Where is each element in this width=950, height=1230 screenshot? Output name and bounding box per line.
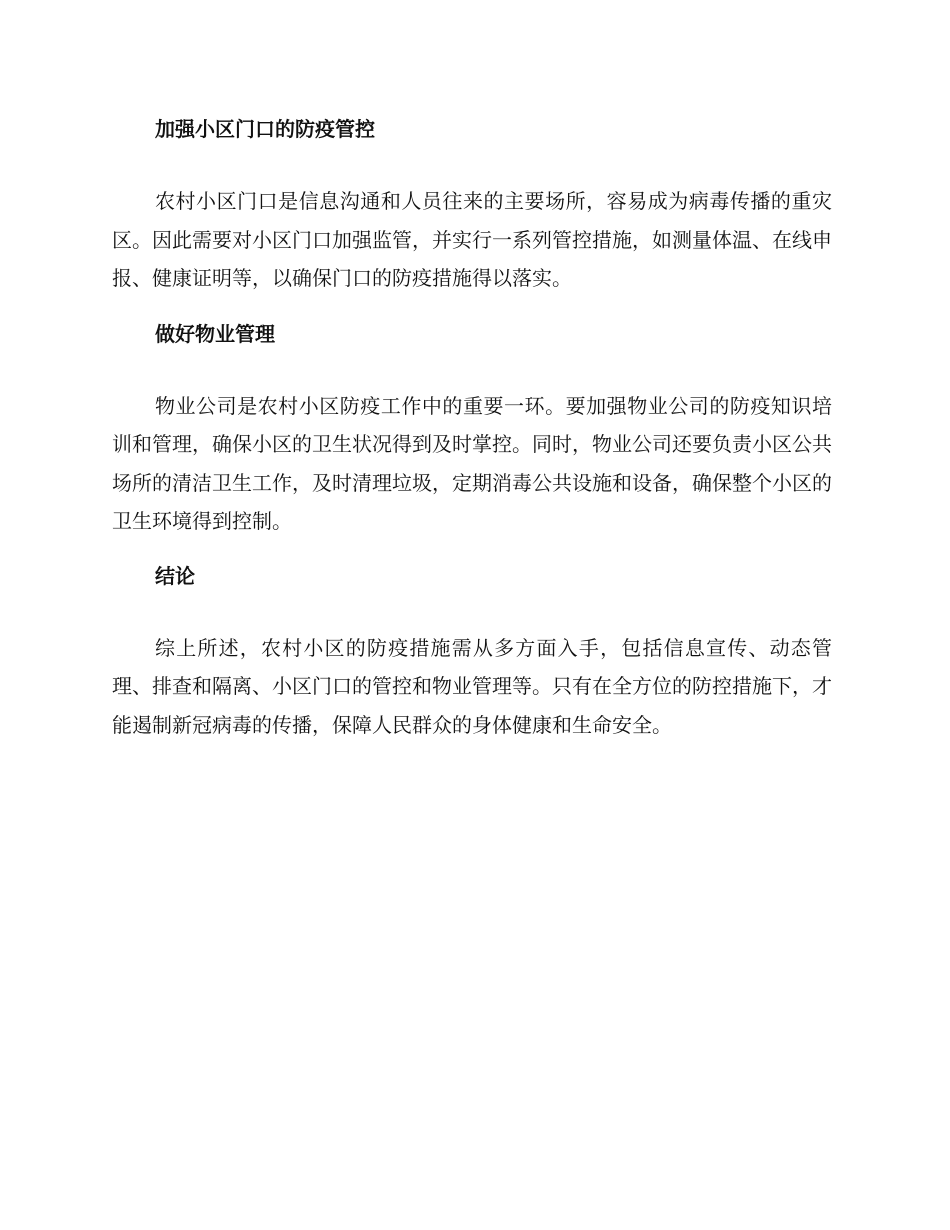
section-heading-conclusion: 结论 xyxy=(155,563,195,588)
section-paragraph-property-management: 物业公司是农村小区防疫工作中的重要一环。要加强物业公司的防疫知识培训和管理，确保小区的卫生状况得到及时掌控。同时，物业公司还要负责小区公共场所的清洁卫生工作，及时清理垃圾，定期消毒公共设施和设备，确保整个小区的卫生环境得到控制。 xyxy=(112,393,832,533)
document-content xyxy=(112,112,832,744)
section-paragraph-conclusion: 综上所述，农村小区的防疫措施需从多方面入手，包括信息宣传、动态管理、排查和隔离、小区门口的管控和物业管理等。只有在全方位的防控措施下，才能遏制新冠病毒的传播，保障人民群众的身体健康和生命安全。 xyxy=(112,635,832,737)
section-heading-gate-control: 加强小区门口的防疫管控 xyxy=(155,117,375,141)
section-heading-property-management: 做好物业管理 xyxy=(155,321,275,346)
section-paragraph-gate-control: 农村小区门口是信息沟通和人员往来的主要场所，容易成为病毒传播的重灾区。因此需要对小区门口加强监管，并实行一系列管控措施，如测量体温、在线申报、健康证明等，以确保门口的防疫措施得以落实。 xyxy=(112,189,832,290)
